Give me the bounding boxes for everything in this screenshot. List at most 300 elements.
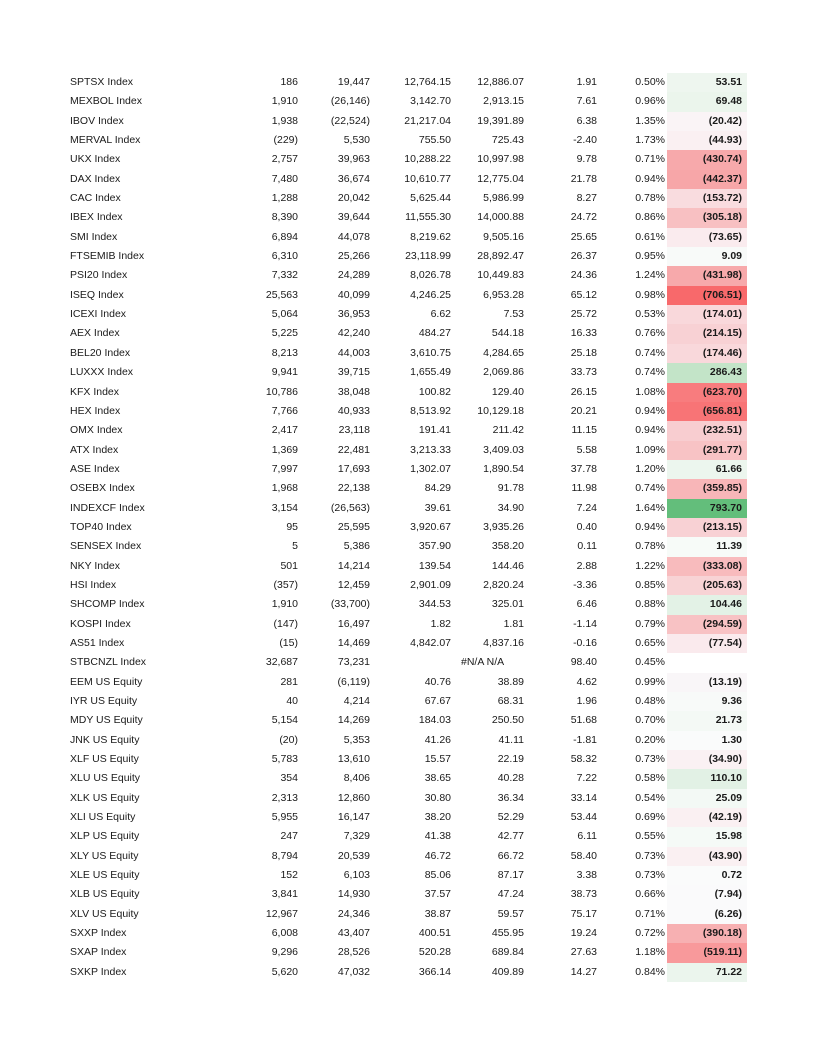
- table-row: [0, 789, 816, 808]
- value-cell: 44,078: [337, 230, 370, 243]
- value-cell: 1,369: [271, 443, 298, 456]
- change-cell: 51.68: [570, 714, 597, 727]
- price-cell: 36.34: [497, 791, 524, 804]
- price-cell: 40.76: [424, 675, 451, 688]
- price-cell: 41.38: [424, 830, 451, 843]
- value-cell: 19,447: [337, 76, 370, 88]
- change-cell: 25.18: [570, 346, 597, 359]
- ticker-cell: CAC Index: [70, 192, 121, 205]
- heatmap-cell: (359.85): [667, 479, 747, 498]
- value-cell: (26,146): [330, 95, 370, 108]
- value-cell: 14,214: [337, 559, 370, 572]
- value-cell: 28,526: [337, 946, 370, 959]
- price-cell: 85.06: [424, 869, 451, 882]
- table-row: [0, 924, 816, 943]
- price-cell: 484.27: [418, 327, 451, 340]
- change-cell: 58.32: [570, 753, 597, 766]
- price-cell: 10,449.83: [477, 269, 524, 282]
- percent-cell: 0.48%: [635, 695, 665, 707]
- heatmap-cell: (519.11): [667, 943, 747, 962]
- price-cell: 84.29: [424, 482, 451, 495]
- heatmap-cell: (305.18): [667, 208, 747, 227]
- change-cell: 20.21: [570, 404, 597, 417]
- price-cell: 2,820.24: [483, 578, 524, 591]
- change-cell: 24.72: [570, 211, 597, 224]
- change-cell: 6.11: [577, 830, 597, 843]
- price-cell: 3,610.75: [410, 346, 451, 359]
- ticker-cell: SPTSX Index: [70, 76, 134, 88]
- change-cell: 5.58: [576, 443, 597, 456]
- value-cell: 25,266: [337, 250, 370, 263]
- change-cell: 33.73: [570, 366, 597, 379]
- change-cell: 21.78: [570, 172, 597, 185]
- price-cell: 1.82: [430, 617, 451, 630]
- change-cell: 8.27: [576, 192, 597, 205]
- price-cell: 358.20: [491, 540, 524, 553]
- price-cell: 28,892.47: [477, 250, 524, 263]
- price-cell: 520.28: [418, 946, 451, 959]
- ticker-cell: XLI US Equity: [70, 811, 136, 824]
- price-cell: 52.29: [497, 811, 524, 824]
- value-cell: 5,783: [271, 753, 298, 766]
- value-cell: (33,700): [330, 598, 370, 611]
- heatmap-cell: (431.98): [667, 266, 747, 285]
- ticker-cell: XLU US Equity: [70, 772, 141, 785]
- price-cell: 39.61: [424, 501, 451, 514]
- value-cell: 281: [280, 675, 298, 688]
- heatmap-cell: 71.22: [667, 963, 747, 982]
- ticker-cell: PSI20 Index: [70, 269, 128, 282]
- change-cell: 38.73: [570, 888, 597, 901]
- value-cell: 12,967: [265, 907, 298, 920]
- price-cell: 4,284.65: [483, 346, 524, 359]
- price-cell: 8,026.78: [410, 269, 451, 282]
- price-cell: 7.53: [503, 308, 524, 321]
- heatmap-cell: (205.63): [667, 576, 747, 595]
- price-cell: 68.31: [497, 695, 524, 707]
- ticker-cell: OSEBX Index: [70, 482, 135, 495]
- ticker-cell: ASE Index: [70, 462, 120, 475]
- price-cell: 3,935.26: [483, 520, 524, 533]
- change-cell: 25.72: [570, 308, 597, 321]
- change-cell: 98.40: [570, 656, 597, 669]
- ticker-cell: HSI Index: [70, 578, 117, 591]
- percent-cell: 0.53%: [635, 308, 665, 321]
- percent-cell: 0.55%: [635, 830, 665, 843]
- ticker-cell: KOSPI Index: [70, 617, 131, 630]
- ticker-cell: INDEXCF Index: [70, 501, 145, 514]
- ticker-cell: MEXBOL Index: [70, 95, 142, 108]
- price-cell: 30.80: [424, 791, 451, 804]
- change-cell: 26.37: [570, 250, 597, 263]
- table-row: [0, 711, 816, 730]
- change-cell: -3.36: [573, 578, 597, 591]
- table-row: [0, 943, 816, 962]
- price-cell: 15.57: [424, 753, 451, 766]
- table-row: [0, 537, 816, 556]
- percent-cell: 0.99%: [635, 675, 665, 688]
- price-cell: 6,953.28: [483, 288, 524, 301]
- change-cell: 19.24: [570, 927, 597, 940]
- table-row: [0, 363, 816, 382]
- table-row: [0, 653, 816, 672]
- value-cell: 32,687: [265, 656, 298, 669]
- change-cell: 26.15: [570, 385, 597, 398]
- heatmap-cell: 793.70: [667, 499, 747, 518]
- value-cell: 16,147: [337, 811, 370, 824]
- heatmap-cell: [667, 653, 747, 672]
- price-cell: 23,118.99: [405, 250, 451, 263]
- value-cell: 14,930: [337, 888, 370, 901]
- ticker-cell: JNK US Equity: [70, 733, 140, 746]
- value-cell: 22,481: [337, 443, 370, 456]
- value-cell: (147): [273, 617, 298, 630]
- value-cell: 7,766: [271, 404, 298, 417]
- value-cell: 1,910: [271, 598, 298, 611]
- table-row: [0, 402, 816, 421]
- value-cell: 14,469: [337, 636, 370, 649]
- price-cell: 91.78: [497, 482, 524, 495]
- heatmap-cell: 104.46: [667, 595, 747, 614]
- value-cell: 7,329: [343, 830, 370, 843]
- value-cell: 152: [280, 869, 298, 882]
- percent-cell: 0.96%: [635, 95, 665, 108]
- value-cell: 40: [286, 695, 298, 707]
- price-cell: 689.84: [491, 946, 524, 959]
- ticker-cell: SHCOMP Index: [70, 598, 145, 611]
- price-cell: 184.03: [418, 714, 451, 727]
- price-cell: 10,288.22: [404, 153, 451, 166]
- ticker-cell: XLF US Equity: [70, 753, 139, 766]
- price-cell: 1,890.54: [483, 462, 524, 475]
- heatmap-cell: (34.90): [667, 750, 747, 769]
- price-cell: 34.90: [497, 501, 524, 514]
- price-cell: 8,219.62: [410, 230, 451, 243]
- table-row: [0, 557, 816, 576]
- table-row: [0, 615, 816, 634]
- ticker-cell: KFX Index: [70, 385, 120, 398]
- heatmap-cell: (44.93): [667, 131, 747, 150]
- change-cell: 2.88: [576, 559, 597, 572]
- ticker-cell: IYR US Equity: [70, 695, 138, 707]
- ticker-cell: ICEXI Index: [70, 308, 127, 321]
- percent-cell: 0.71%: [635, 153, 665, 166]
- value-cell: 12,459: [337, 578, 370, 591]
- ticker-cell: AEX Index: [70, 327, 120, 340]
- ticker-cell: HEX Index: [70, 404, 121, 417]
- heatmap-cell: 61.66: [667, 460, 747, 479]
- value-cell: 36,953: [337, 308, 370, 321]
- heatmap-cell: 21.73: [667, 711, 747, 730]
- table-row: [0, 479, 816, 498]
- price-cell: 21,217.04: [404, 114, 451, 127]
- value-cell: 5,154: [271, 714, 298, 727]
- price-cell: 38.20: [424, 811, 451, 824]
- ticker-cell: NKY Index: [70, 559, 121, 572]
- value-cell: 23,118: [338, 424, 370, 437]
- value-cell: (20): [279, 733, 298, 746]
- value-cell: (15): [279, 636, 298, 649]
- ticker-cell: AS51 Index: [70, 636, 125, 649]
- percent-cell: 1.64%: [635, 501, 665, 514]
- value-cell: 7,480: [271, 172, 298, 185]
- value-cell: 24,289: [337, 269, 370, 282]
- value-cell: 501: [280, 559, 298, 572]
- heatmap-cell: (213.15): [667, 518, 747, 537]
- change-cell: 1.91: [576, 76, 597, 88]
- heatmap-cell: (232.51): [667, 421, 747, 440]
- heatmap-cell: (43.90): [667, 847, 747, 866]
- percent-cell: 0.74%: [635, 482, 665, 495]
- price-cell: 12,886.07: [477, 76, 524, 88]
- table-row: [0, 595, 816, 614]
- value-cell: 1,938: [271, 114, 298, 127]
- value-cell: 6,103: [343, 869, 370, 882]
- heatmap-cell: (153.72): [667, 189, 747, 208]
- ticker-cell: XLE US Equity: [70, 869, 140, 882]
- percent-cell: 0.73%: [635, 869, 665, 882]
- price-cell: 144.46: [491, 559, 524, 572]
- price-cell: 250.50: [491, 714, 524, 727]
- price-cell: 40.28: [497, 772, 524, 785]
- value-cell: 39,963: [337, 153, 370, 166]
- price-cell: 8,513.92: [410, 404, 451, 417]
- change-cell: 58.40: [570, 849, 597, 862]
- price-cell: 38.89: [497, 675, 524, 688]
- value-cell: (26,563): [330, 501, 370, 514]
- heatmap-cell: 9.09: [667, 247, 747, 266]
- value-cell: 8,794: [271, 849, 298, 862]
- ticker-cell: STBCNZL Index: [70, 656, 147, 669]
- price-cell: 129.40: [491, 385, 524, 398]
- price-cell: 19,391.89: [477, 114, 524, 127]
- price-cell: 4,842.07: [410, 636, 451, 649]
- table-row: [0, 905, 816, 924]
- value-cell: 10,786: [265, 385, 298, 398]
- percent-cell: 1.08%: [635, 385, 665, 398]
- spreadsheet-table: [0, 73, 816, 982]
- value-cell: 8,213: [271, 346, 298, 359]
- value-cell: 4,214: [343, 695, 370, 707]
- price-cell: 42.77: [497, 830, 524, 843]
- ticker-cell: EEM US Equity: [70, 675, 143, 688]
- change-cell: 11.15: [571, 424, 597, 437]
- value-cell: 24,346: [337, 907, 370, 920]
- value-cell: 5,620: [271, 965, 298, 978]
- value-cell: 17,693: [337, 462, 370, 475]
- price-cell: 22.19: [497, 753, 524, 766]
- value-cell: 9,941: [271, 366, 298, 379]
- heatmap-cell: (77.54): [667, 634, 747, 653]
- value-cell: 44,003: [337, 346, 370, 359]
- percent-cell: 0.94%: [635, 404, 665, 417]
- price-cell: 67.67: [424, 695, 451, 707]
- percent-cell: 0.73%: [635, 753, 665, 766]
- price-cell: 3,920.67: [410, 520, 451, 533]
- price-cell: 12,764.15: [404, 76, 451, 88]
- change-cell: 4.62: [576, 675, 597, 688]
- heatmap-cell: (13.19): [667, 673, 747, 692]
- table-row: [0, 460, 816, 479]
- ticker-cell: SXKP Index: [70, 965, 127, 978]
- table-row: [0, 518, 816, 537]
- heatmap-cell: (174.46): [667, 344, 747, 363]
- price-cell: 87.17: [497, 869, 524, 882]
- table-row: [0, 866, 816, 885]
- price-cell: 66.72: [497, 849, 524, 862]
- table-row: [0, 441, 816, 460]
- percent-cell: 0.98%: [635, 288, 665, 301]
- heatmap-cell: 110.10: [667, 769, 747, 788]
- change-cell: 0.11: [577, 540, 597, 553]
- value-cell: 5,955: [271, 811, 298, 824]
- na-cell: #N/A N/A: [461, 656, 505, 669]
- value-cell: 16,497: [337, 617, 370, 630]
- price-cell: 725.43: [491, 134, 524, 147]
- change-cell: 24.36: [570, 269, 597, 282]
- table-row: [0, 112, 816, 131]
- price-cell: 366.14: [418, 965, 451, 978]
- table-row: [0, 576, 816, 595]
- ticker-cell: IBEX Index: [70, 211, 123, 224]
- percent-cell: 0.69%: [635, 811, 665, 824]
- ticker-cell: MDY US Equity: [70, 714, 143, 727]
- ticker-cell: XLP US Equity: [70, 830, 140, 843]
- value-cell: 8,406: [343, 772, 370, 785]
- price-cell: 4,837.16: [483, 636, 524, 649]
- ticker-cell: UKX Index: [70, 153, 121, 166]
- value-cell: 12,860: [337, 791, 370, 804]
- change-cell: 6.46: [576, 598, 597, 611]
- price-cell: 1,302.07: [410, 462, 451, 475]
- heatmap-cell: 11.39: [667, 537, 747, 556]
- table-row: [0, 189, 816, 208]
- heatmap-cell: 0.72: [667, 866, 747, 885]
- change-cell: 7.22: [576, 772, 597, 785]
- price-cell: 3,142.70: [410, 95, 451, 108]
- change-cell: 33.14: [570, 791, 597, 804]
- heatmap-cell: (6.26): [667, 905, 747, 924]
- table-row: [0, 92, 816, 111]
- percent-cell: 0.20%: [635, 733, 665, 746]
- percent-cell: 0.66%: [635, 888, 665, 901]
- table-row: [0, 286, 816, 305]
- price-cell: 41.11: [498, 733, 524, 746]
- value-cell: 14,269: [337, 714, 370, 727]
- value-cell: 42,240: [337, 327, 370, 340]
- price-cell: 3,409.03: [483, 443, 524, 456]
- value-cell: 247: [280, 830, 298, 843]
- change-cell: 53.44: [570, 811, 597, 824]
- table-row: [0, 692, 816, 711]
- ticker-cell: FTSEMIB Index: [70, 250, 145, 263]
- table-row: [0, 421, 816, 440]
- change-cell: 37.78: [570, 462, 597, 475]
- price-cell: 47.24: [497, 888, 524, 901]
- table-row: [0, 73, 816, 92]
- ticker-cell: ATX Index: [70, 443, 119, 456]
- ticker-cell: SXAP Index: [70, 946, 127, 959]
- percent-cell: 0.94%: [635, 172, 665, 185]
- value-cell: (229): [273, 134, 298, 147]
- value-cell: 2,757: [271, 153, 298, 166]
- heatmap-cell: (73.65): [667, 228, 747, 247]
- ticker-cell: ISEQ Index: [70, 288, 124, 301]
- percent-cell: 0.84%: [635, 965, 665, 978]
- price-cell: 37.57: [424, 888, 451, 901]
- percent-cell: 0.76%: [635, 327, 665, 340]
- value-cell: 7,997: [271, 462, 298, 475]
- percent-cell: 1.18%: [635, 946, 665, 959]
- change-cell: 7.24: [576, 501, 597, 514]
- ticker-cell: SENSEX Index: [70, 540, 142, 553]
- value-cell: 3,154: [271, 501, 298, 514]
- table-row: [0, 383, 816, 402]
- value-cell: 5,064: [271, 308, 298, 321]
- table-row: [0, 266, 816, 285]
- price-cell: 10,610.77: [404, 172, 451, 185]
- ticker-cell: SXXP Index: [70, 927, 127, 940]
- percent-cell: 0.50%: [635, 76, 665, 88]
- value-cell: 39,644: [337, 211, 370, 224]
- value-cell: 1,288: [271, 192, 298, 205]
- heatmap-cell: (7.94): [667, 885, 747, 904]
- heatmap-cell: (291.77): [667, 441, 747, 460]
- percent-cell: 0.95%: [635, 250, 665, 263]
- value-cell: 38,048: [337, 385, 370, 398]
- heatmap-cell: 1.30: [667, 731, 747, 750]
- percent-cell: 1.09%: [635, 443, 665, 456]
- price-cell: 5,986.99: [483, 192, 524, 205]
- value-cell: 47,032: [337, 965, 370, 978]
- price-cell: 139.54: [418, 559, 451, 572]
- heatmap-cell: (333.08): [667, 557, 747, 576]
- value-cell: 5,353: [343, 733, 370, 746]
- ticker-cell: XLV US Equity: [70, 907, 139, 920]
- value-cell: 6,310: [271, 250, 298, 263]
- table-row: [0, 324, 816, 343]
- price-cell: 357.90: [418, 540, 451, 553]
- price-cell: 12,775.04: [477, 172, 524, 185]
- value-cell: 1,910: [271, 95, 298, 108]
- value-cell: 40,933: [337, 404, 370, 417]
- change-cell: 0.40: [576, 520, 597, 533]
- change-cell: -1.81: [573, 733, 597, 746]
- value-cell: (357): [273, 578, 298, 591]
- table-row: [0, 827, 816, 846]
- table-row: [0, 170, 816, 189]
- value-cell: 186: [280, 76, 298, 88]
- table-row: [0, 228, 816, 247]
- ticker-cell: OMX Index: [70, 424, 123, 437]
- price-cell: 2,069.86: [483, 366, 524, 379]
- change-cell: 65.12: [570, 288, 597, 301]
- value-cell: 5,530: [343, 134, 370, 147]
- price-cell: 325.01: [491, 598, 524, 611]
- heatmap-cell: (174.01): [667, 305, 747, 324]
- value-cell: 5: [292, 540, 298, 553]
- percent-cell: 0.54%: [635, 791, 665, 804]
- table-row: [0, 731, 816, 750]
- ticker-cell: XLB US Equity: [70, 888, 140, 901]
- change-cell: 27.63: [570, 946, 597, 959]
- price-cell: 1.81: [503, 617, 524, 630]
- percent-cell: 1.24%: [635, 269, 665, 282]
- table-row: [0, 344, 816, 363]
- price-cell: 409.89: [491, 965, 524, 978]
- value-cell: 39,715: [337, 366, 370, 379]
- change-cell: 6.38: [576, 114, 597, 127]
